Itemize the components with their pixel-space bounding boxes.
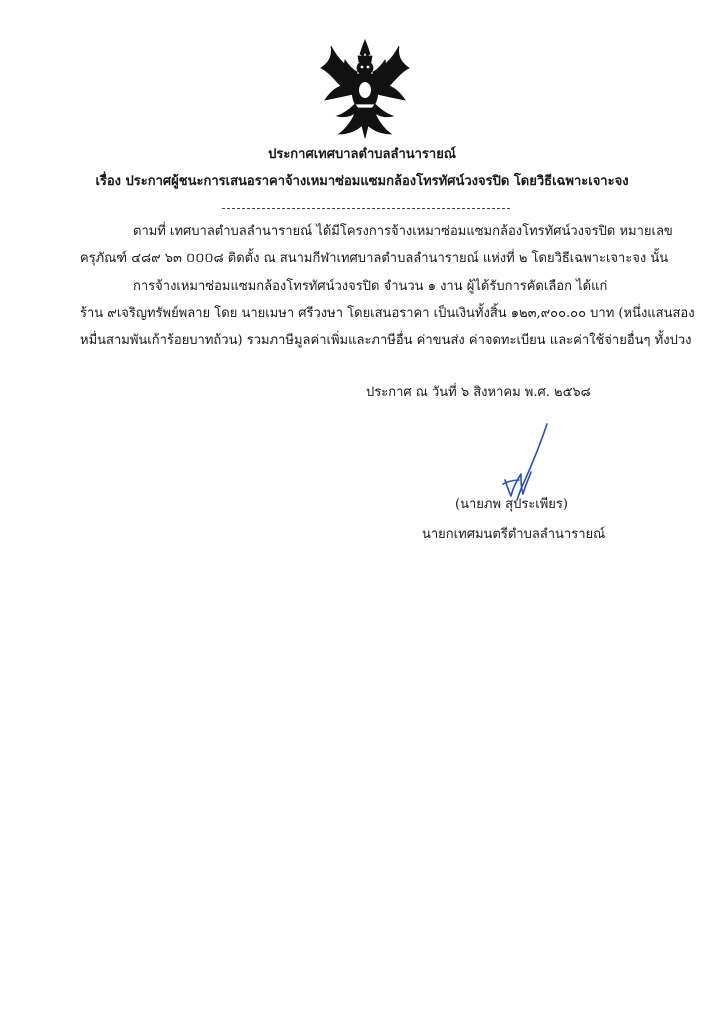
body-line: ร้าน ๙เจริญทรัพย์พลาย โดย นายเมษา ศรีวงษา โดยเสนอราคา เป็นเงินทั้งสิ้น ๑๒๓,๙๐๐.๐๐ บาท (หนึ่งแสนสอง [80, 306, 695, 321]
body-line: หมื่นสามพันเก้าร้อยบาทถ้วน) รวมภาษีมูลค่าเพิ่มและภาษีอื่น ค่าขนส่ง ค่าจดทะเบียน และค่าใช้จ่ายอื่นๆ ทั้งปวง [80, 333, 692, 348]
signer-position: นายกเทศมนตรีตำบลลำนารายณ์ [422, 527, 606, 542]
document-title: ประกาศเทศบาลตำบลลำนารายณ์ [268, 147, 456, 162]
signer-name: (นายภพ สุประเพียร) [455, 497, 568, 512]
document-subject: เรื่อง ประกาศผู้ชนะการเสนอราคาจ้างเหมาซ่อมแซมกล้องโทรทัศน์วงจรปิด โดยวิธีเฉพาะเจาะจง [95, 174, 629, 189]
garuda-emblem-icon [317, 38, 413, 140]
handwritten-signature-icon [495, 422, 565, 504]
body-line: ครุภัณฑ์ ๔๘๙ ๖๓ ០០០๘ ติดตั้ง ณ สนามกีฬาเทศบาลตำบลลำนารายณ์ แห่งที่ ๒ โดยวิธีเฉพาะเจาะจง นั้น [80, 251, 669, 266]
body-line: การจ้างเหมาซ่อมแซมกล้องโทรทัศน์วงจรปิด จำนวน ๑ งาน ผู้ได้รับการคัดเลือก ได้แก่ [133, 279, 608, 294]
body-line: ตามที่ เทศบาลตำบลลำนารายณ์ ได้มีโครงการจ้างเหมาซ่อมแซมกล้องโทรทัศน์วงจรปิด หมายเลข [133, 224, 673, 239]
divider [222, 208, 510, 209]
announcement-date: ประกาศ ณ วันที่ ๖ สิงหาคม พ.ศ. ๒๕๖๘ [366, 385, 591, 400]
